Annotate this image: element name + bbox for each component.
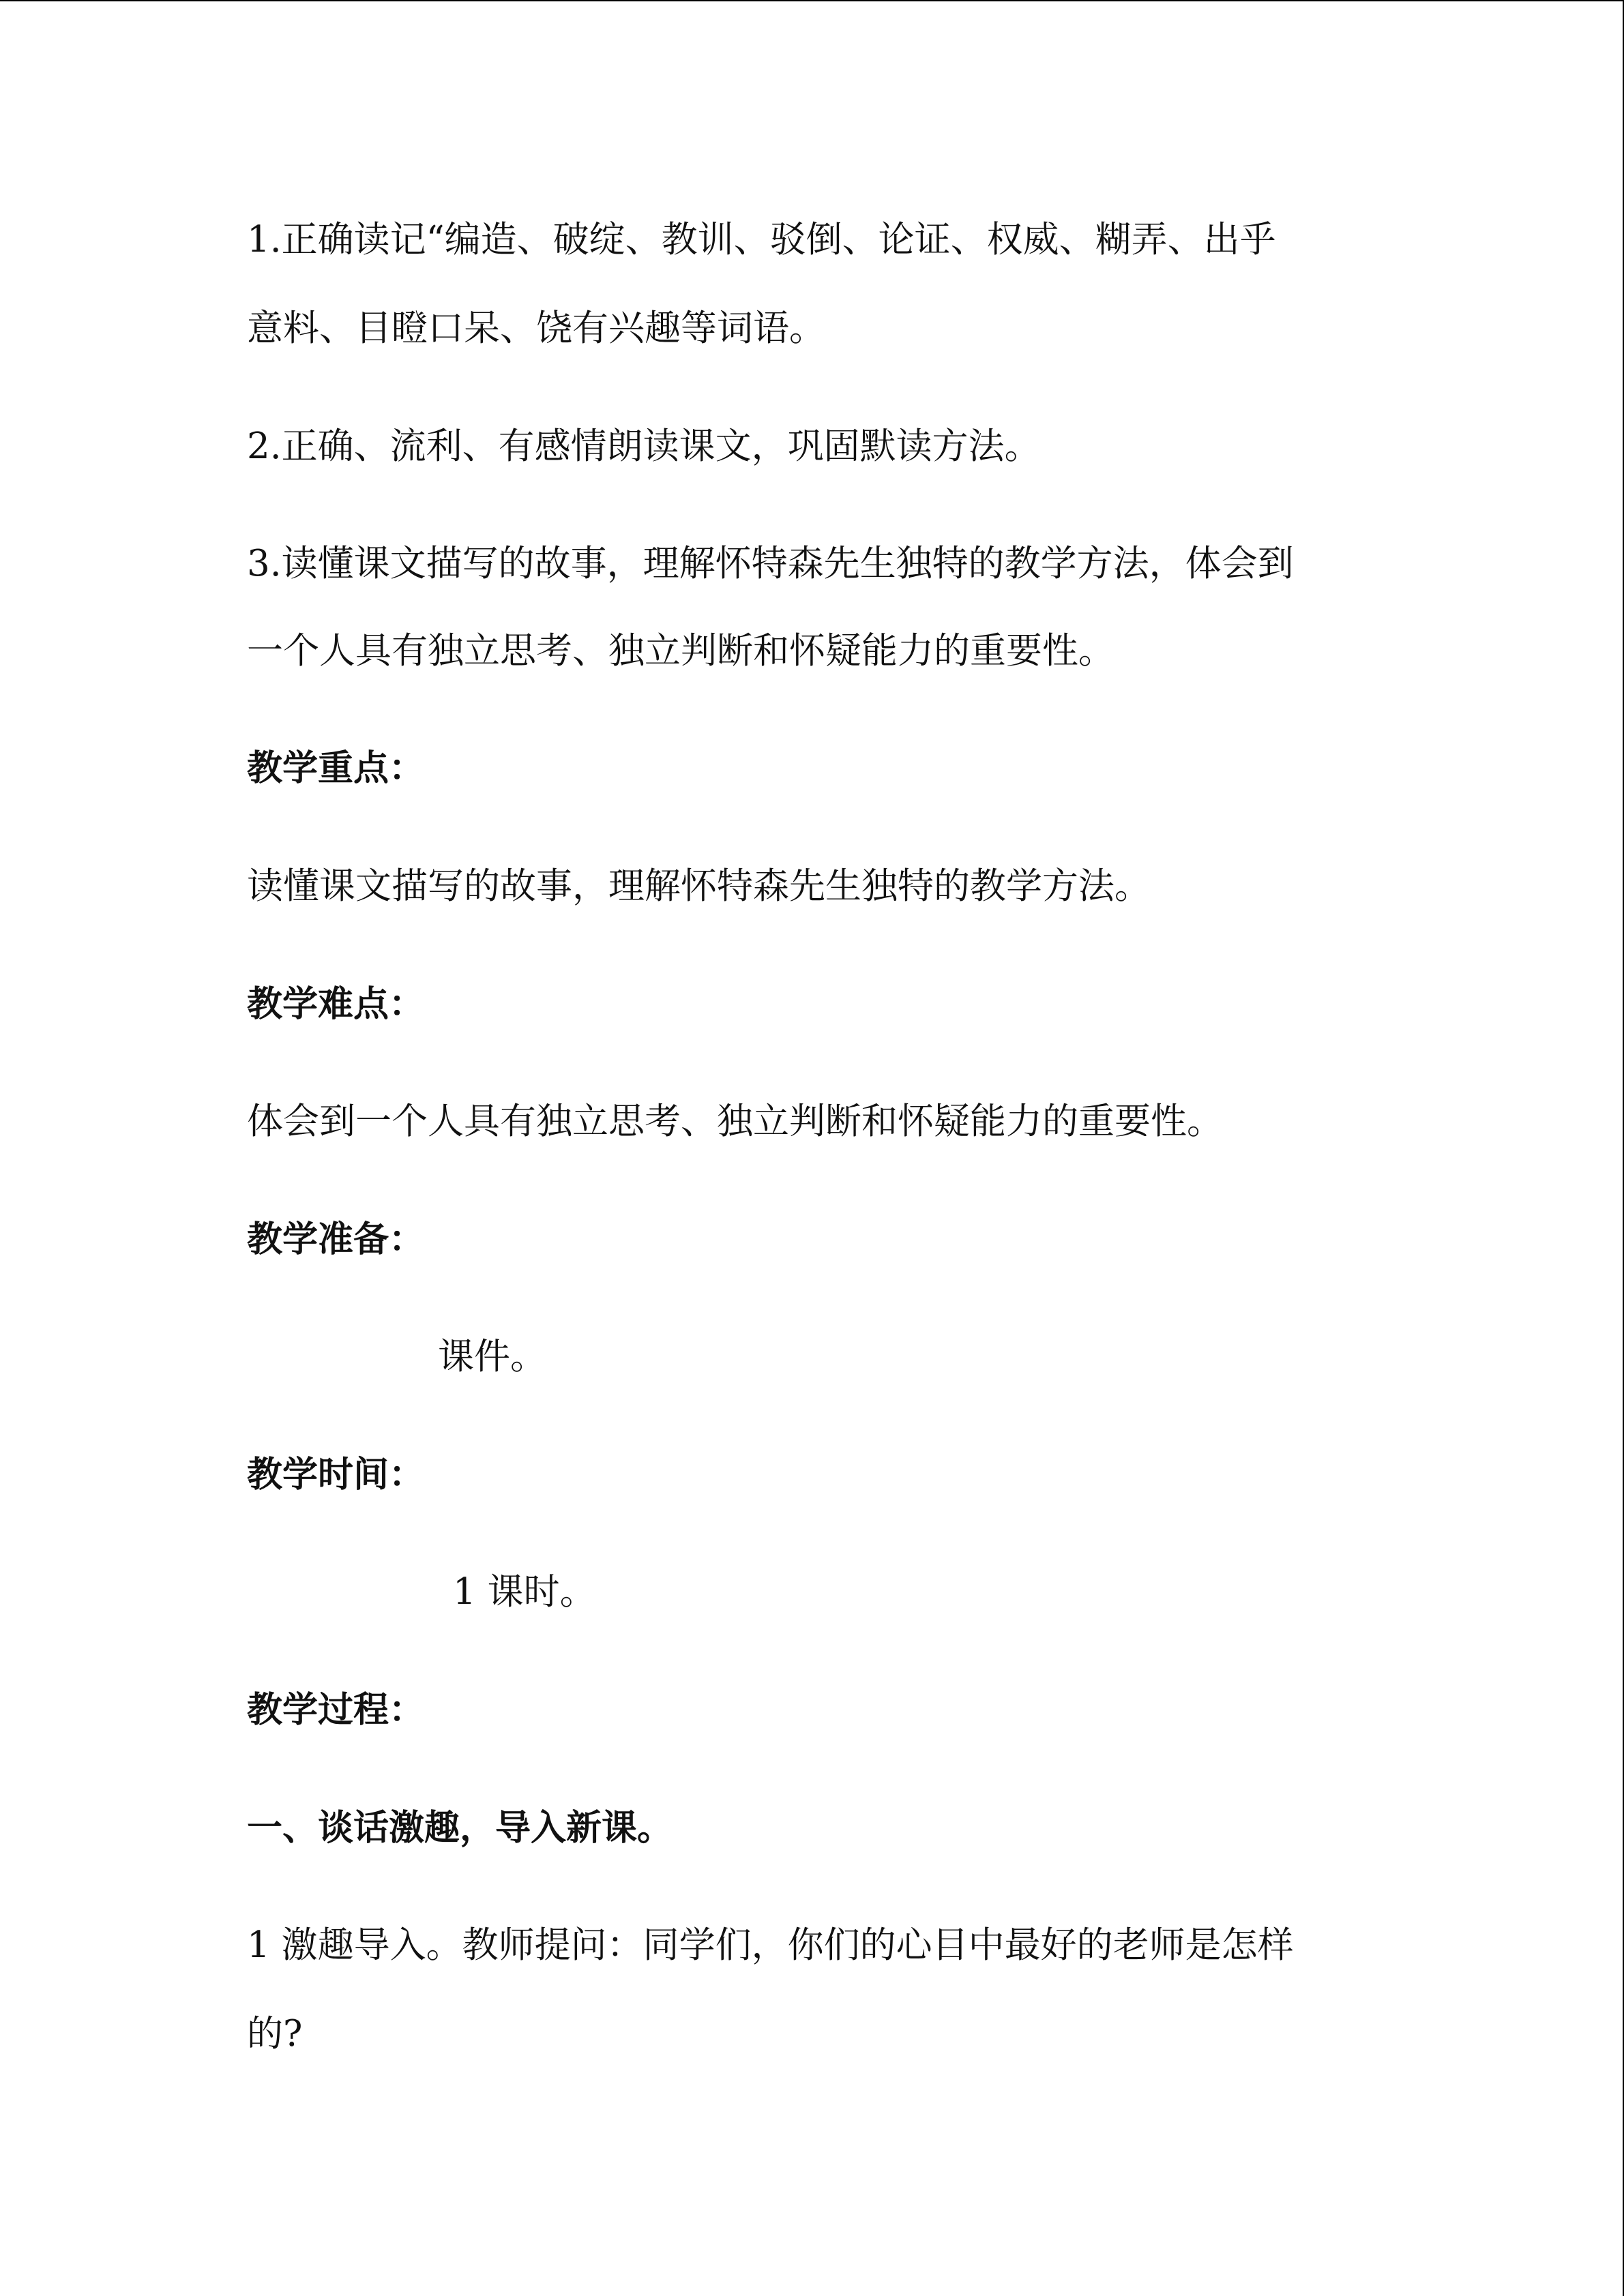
step-1-heading: 一、谈话激趣，导入新课。 xyxy=(247,1808,673,1849)
time-heading: 教学时间： xyxy=(247,1455,425,1495)
objective-1-line-1: 1.正确读记“编造、破绽、教训、驳倒、论证、权威、糊弄、出乎 xyxy=(247,219,1276,260)
preparation-text: 课件。 xyxy=(438,1336,546,1377)
step-1-line-1: 1 激趣导入。教师提问：同学们，你们的心目中最好的老师是怎样 xyxy=(247,1924,1294,1966)
key-point-text: 读懂课文描写的故事，理解怀特森先生独特的教学方法。 xyxy=(247,865,1151,907)
difficulty-heading: 教学难点： xyxy=(247,984,425,1025)
objective-1-line-2: 意料、目瞪口呆、饶有兴趣等词语。 xyxy=(247,308,825,349)
preparation-heading: 教学准备： xyxy=(247,1219,425,1260)
process-heading: 教学过程： xyxy=(247,1690,425,1731)
objective-3-line-2: 一个人具有独立思考、独立判断和怀疑能力的重要性。 xyxy=(247,630,1114,672)
step-1-line-2: 的? xyxy=(247,2013,303,2055)
objective-3-line-1: 3.读懂课文描写的故事，理解怀特森先生独特的教学方法，体会到 xyxy=(247,543,1294,584)
key-point-heading: 教学重点： xyxy=(247,748,425,789)
objective-2: 2.正确、流利、有感情朗读课文，巩固默读方法。 xyxy=(247,426,1041,467)
time-text: 1 课时。 xyxy=(453,1571,596,1613)
difficulty-text: 体会到一个人具有独立思考、独立判断和怀疑能力的重要性。 xyxy=(247,1101,1223,1142)
